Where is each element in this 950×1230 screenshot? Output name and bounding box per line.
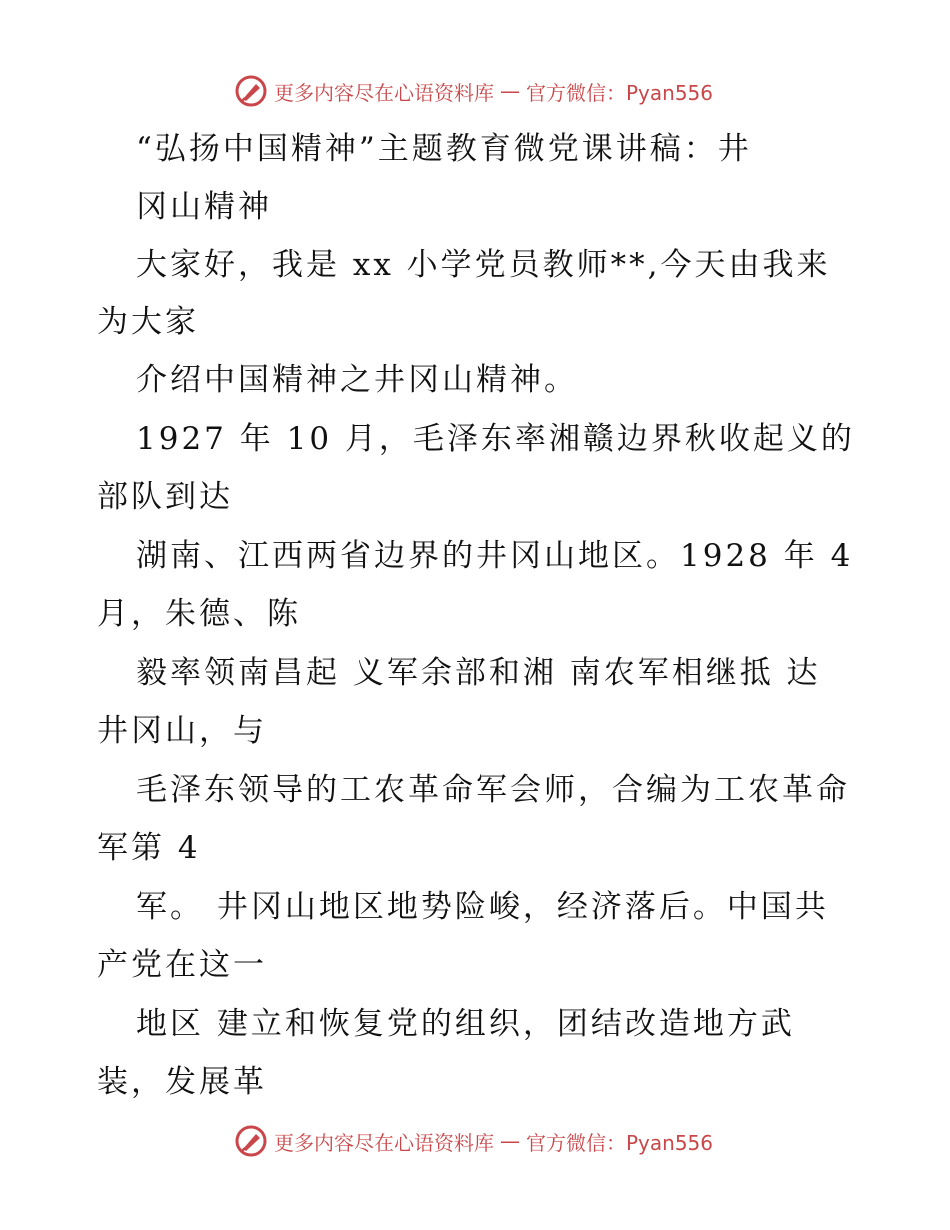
text-line: 井冈山，与 <box>97 713 267 749</box>
footer-watermark <box>234 1121 713 1161</box>
watermark-separator: — <box>500 79 520 103</box>
text-line: 军第 4 <box>97 830 201 866</box>
text-line: 毅率领南昌起 义军余部和湘 南农军相继抵 达 <box>136 655 821 691</box>
watermark-text: 更多内容尽在心语资料库 <box>274 80 494 105</box>
text-line: 产党在这一 <box>97 947 267 983</box>
watermark-text: 更多内容尽在心语资料库 <box>274 1130 494 1155</box>
text-line: 地区 建立和恢复党的组织，团结改造地方武 <box>136 1006 795 1042</box>
pen-nib-circle-icon <box>234 74 268 108</box>
text-line: 月，朱德、陈 <box>97 596 301 632</box>
watermark-wechat: 官方微信：Pyan556 <box>526 80 714 105</box>
watermark-separator: — <box>500 1129 520 1153</box>
watermark-wechat: 官方微信：Pyan556 <box>526 1130 714 1155</box>
text-line: 装，发展革 <box>97 1064 267 1100</box>
text-line: 介绍中国精神之井冈山精神。 <box>136 362 578 398</box>
text-line: 毛泽东领导的工农革命军会师，合编为工农革命 <box>136 772 850 808</box>
document-title-line-1: “弘扬中国精神”主题教育微党课讲稿：井 <box>136 131 752 167</box>
text-line: 湖南、江西两省边界的井冈山地区。1928 年 4 <box>136 538 854 574</box>
document-title-line-2: 冈山精神 <box>136 189 272 225</box>
text-line: 军。 井冈山地区地势险峻，经济落后。中国共 <box>136 889 829 925</box>
text-line: 大家好，我是 xx 小学党员教师**,今天由我来 <box>136 247 831 283</box>
text-line: 部队到达 <box>97 479 233 515</box>
header-watermark <box>234 71 713 111</box>
text-line: 1927 年 10 月，毛泽东率湘赣边界秋收起义的 <box>136 421 855 457</box>
pen-nib-circle-icon <box>234 1124 268 1158</box>
text-line: 为大家 <box>97 304 199 340</box>
